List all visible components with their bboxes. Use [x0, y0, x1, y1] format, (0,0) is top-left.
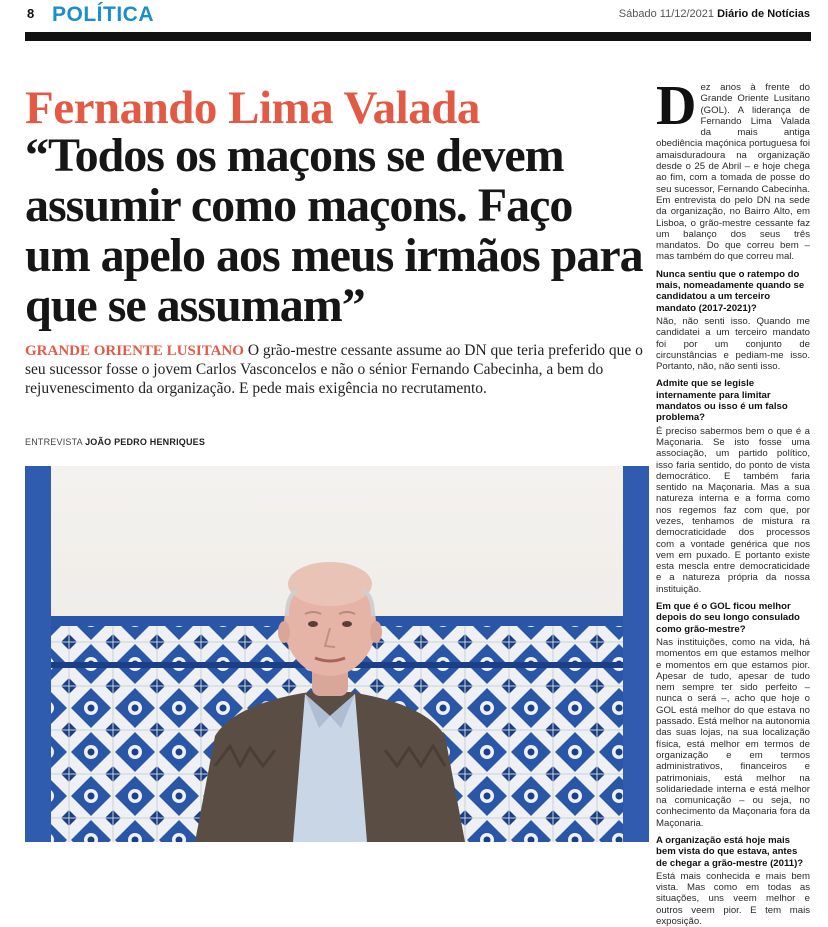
intro-paragraph	[656, 75, 810, 263]
question-4: A organização está hoje mais bem vista do que estava, antes de chegar a grão-mestre (2011)?	[656, 835, 804, 869]
article-photo	[25, 466, 649, 842]
question-1: Nunca sentiu que o ratempo do mais, nomeadamente quando se candidatou a um terceiro mandato (2017-2021)?	[656, 268, 805, 314]
interview-column	[656, 75, 810, 927]
answer-4: Está mais conhecida e mais bem vista. Mas como em todas as situações, uns veem melhor e outros veem pior. E tem mais exposição.	[656, 870, 810, 927]
intro-text: ez anos à frente do Grande Oriente Lusitano (GOL). A liderança de Fernando Lima Valada da mais antiga obediência maçónica portuguesa foi amaisduradoura na organização desde o 25 de Abril – e hoje chega ao fim, com a tomada de posse do seu sucessor, Fernando Cabecinha. Em entrevista do pelo DN na sede da organização, no Bairro Alto, em Lisboa, o grão-mestre cessante faz um balanço dos seus três mandatos. Do que correu bem – mas também do que correu mal.	[656, 82, 810, 263]
answer-3: Nas instituições, como na vida, há momentos em que estamos melhor e momentos em que estamos pior. Apesar de tudo, apesar de tudo nem sempre ter sido perfeito – nunca o será –, acho que hoje o GOL está melhor do que estava no passado. Está melhor na autonomia das suas lojas, na sua localização física, está melhor em termos de organização e em termos administrativos, financeiros e patrimoniais, está melhor na solidariedade interna e está melhor na comunicação – ou seja, no conhecimento da Maçonaria fora da Maçonaria.	[656, 636, 810, 829]
question-3: Em que é o GOL ficou melhor depois do seu longo consulado como grão-mestre?	[656, 601, 800, 635]
publication-name: Diário de Notícias	[717, 8, 810, 20]
issue-date: Sábado 11/12/2021	[618, 8, 715, 20]
byline-label: ENTREVISTA	[25, 437, 83, 447]
header-rule	[25, 32, 811, 41]
byline	[25, 437, 205, 447]
question-2: Admite que se legisle internamente para limitar mandatos ou isso é um falso problema?	[656, 378, 788, 424]
section-title: POLÍTICA	[52, 3, 154, 26]
answer-2: É preciso sabermos bem o que é a Maçonaria. Se isto fosse uma associação, um partido político, isso faria sentido, do ponto de vista democrático. E também faria sentido na Maçonaria. Mas a sua natureza interna e a forma como nos regemos faz com que, por vezes, tenhamos de mistura ra democraticidade dos processos com a vontade genérica que nos vem em puxado. E portanto existe esta mescla entre democraticidade e a natureza própria da nossa instituição.	[656, 425, 810, 595]
photo-image	[25, 466, 649, 842]
dateline	[619, 8, 810, 20]
byline-author: JOÃO PEDRO HENRIQUES	[85, 437, 206, 447]
kicker: GRANDE ORIENTE LUSITANO	[25, 343, 244, 359]
standfirst-text: O grão-mestre cessante assume ao DN que teria preferido que o seu sucessor fosse o jovem Carlos Vasconcelos e não o sénior Fernando Cabecinha, a bem do rejuvenescimento da organização. E pede mais exigência no recrutamento.	[25, 342, 643, 397]
interviewee-name: Fernando Lima Valada	[25, 82, 480, 134]
headline-quote: “Todos os maçons se devem assumir como maçons. Faço um apelo aos meus irmãos para que se assumam”	[25, 129, 643, 332]
standfirst	[25, 341, 643, 398]
dropcap: D	[656, 75, 697, 137]
page-number: 8	[27, 6, 35, 21]
answer-1: Não, não senti isso. Quando me candidatei a um terceiro mandato foi por um conjunto de circunstâncias e pediam-me isso. Portanto, não, não senti isso.	[656, 315, 810, 373]
page-header	[0, 0, 828, 34]
article-main	[25, 41, 649, 842]
